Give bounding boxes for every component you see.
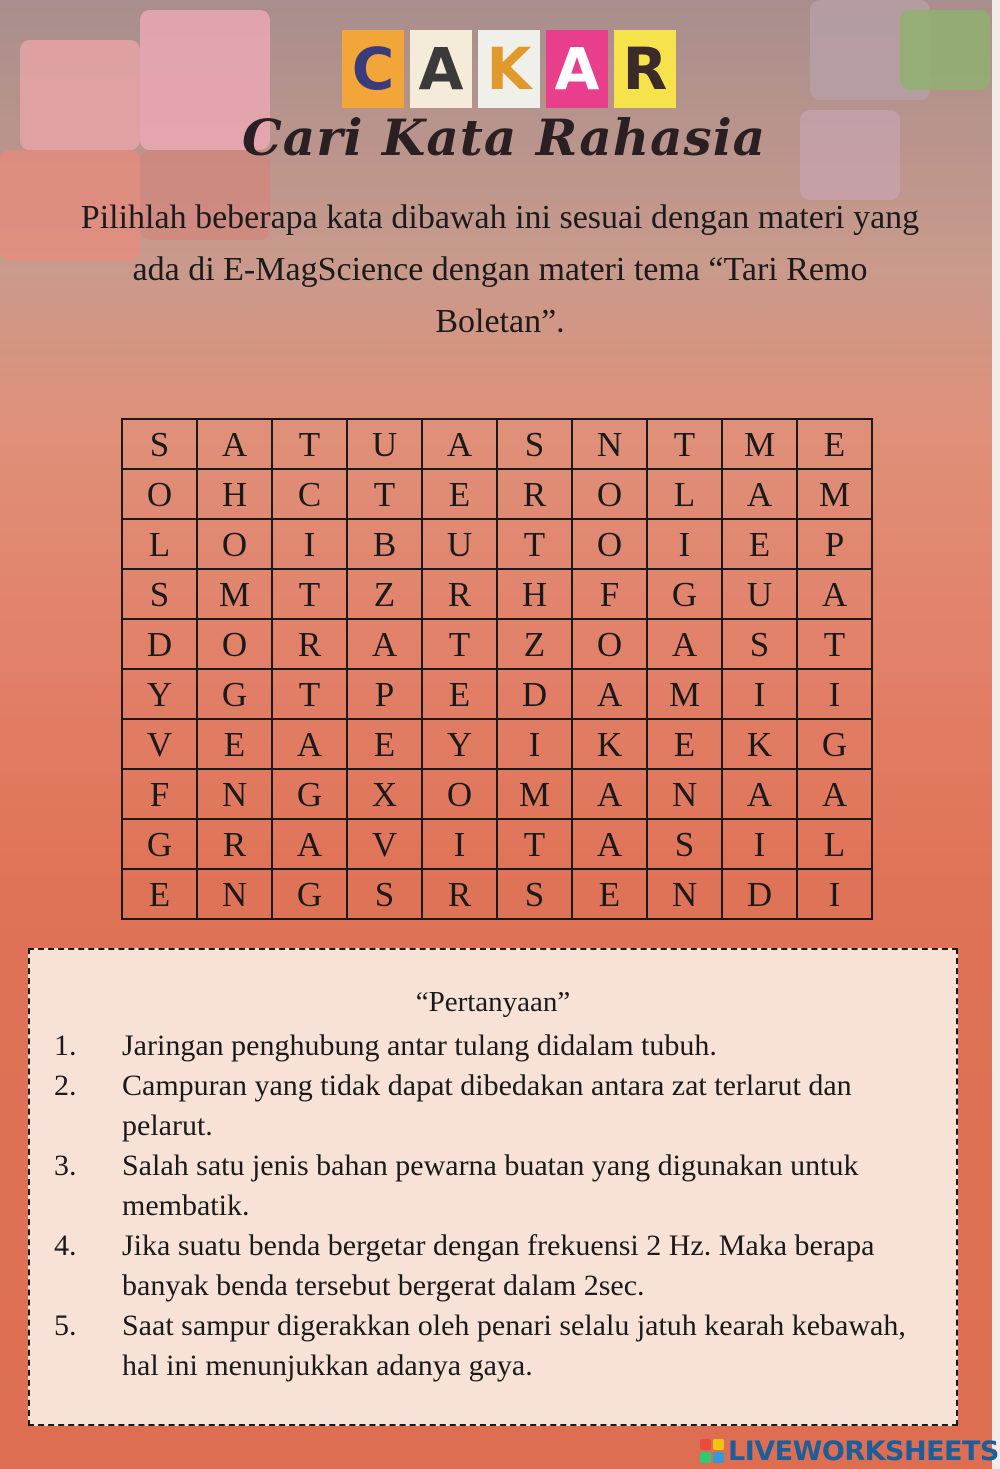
grid-cell[interactable]: A	[647, 619, 722, 669]
question-item	[54, 1146, 934, 1226]
mark-square	[700, 1452, 711, 1463]
grid-row	[122, 869, 872, 919]
logo-letter-tile: C	[342, 30, 404, 108]
grid-cell[interactable]: D	[497, 669, 572, 719]
grid-cell[interactable]: E	[647, 719, 722, 769]
page-edge	[992, 0, 1000, 1469]
grid-cell[interactable]: A	[797, 569, 872, 619]
grid-cell[interactable]: D	[122, 619, 197, 669]
grid-cell[interactable]: O	[422, 769, 497, 819]
grid-cell[interactable]: S	[497, 869, 572, 919]
question-number: 4.	[54, 1229, 77, 1262]
logo-letter-tile: A	[546, 30, 608, 108]
grid-row	[122, 719, 872, 769]
grid-cell[interactable]: R	[272, 619, 347, 669]
grid-cell[interactable]: E	[422, 469, 497, 519]
grid-row	[122, 669, 872, 719]
grid-cell[interactable]: G	[197, 669, 272, 719]
grid-cell[interactable]: T	[422, 619, 497, 669]
grid-cell[interactable]: R	[422, 569, 497, 619]
grid-row	[122, 769, 872, 819]
grid-cell[interactable]: R	[197, 819, 272, 869]
grid-cell[interactable]: S	[722, 619, 797, 669]
question-text: Campuran yang tidak dapat dibedakan antara zat terlarut dan pelarut.	[122, 1069, 852, 1142]
questions-list	[54, 1026, 934, 1386]
grid-cell[interactable]: A	[572, 769, 647, 819]
grid-cell[interactable]: I	[797, 869, 872, 919]
grid-cell[interactable]: M	[197, 569, 272, 619]
grid-cell[interactable]: C	[272, 469, 347, 519]
grid-cell[interactable]: A	[272, 719, 347, 769]
instructions-text: Pilihlah beberapa kata dibawah ini sesuai dengan materi yang ada di E-MagScience dengan materi tema “Tari Remo Boletan”.	[80, 199, 920, 340]
questions-box	[28, 948, 958, 1426]
grid-cell[interactable]: I	[722, 669, 797, 719]
grid-row	[122, 819, 872, 869]
question-number: 2.	[54, 1069, 77, 1102]
mark-square	[700, 1439, 711, 1450]
grid-cell[interactable]: V	[347, 819, 422, 869]
grid-cell[interactable]: S	[122, 419, 197, 469]
grid-cell[interactable]: A	[572, 819, 647, 869]
grid-cell[interactable]: S	[347, 869, 422, 919]
grid-cell[interactable]: T	[797, 619, 872, 669]
question-text: Salah satu jenis bahan pewarna buatan yang digunakan untuk membatik.	[122, 1149, 859, 1222]
grid-cell[interactable]: A	[722, 769, 797, 819]
grid-cell[interactable]: T	[497, 819, 572, 869]
grid-cell[interactable]: N	[647, 869, 722, 919]
question-number: 3.	[54, 1149, 77, 1182]
grid-cell[interactable]: G	[272, 769, 347, 819]
grid-cell[interactable]: I	[797, 669, 872, 719]
grid-cell[interactable]: N	[197, 769, 272, 819]
question-item	[54, 1026, 934, 1066]
grid-cell[interactable]: T	[272, 569, 347, 619]
grid-cell[interactable]: T	[347, 469, 422, 519]
puzzle-piece-decoration	[900, 10, 990, 90]
grid-cell[interactable]: K	[572, 719, 647, 769]
grid-cell[interactable]: S	[647, 819, 722, 869]
grid-cell[interactable]: L	[797, 819, 872, 869]
grid-cell[interactable]: H	[497, 569, 572, 619]
grid-cell[interactable]: U	[722, 569, 797, 619]
grid-cell[interactable]: R	[497, 469, 572, 519]
liveworksheets-logo	[700, 1436, 999, 1466]
logo-letter-tile: K	[478, 30, 540, 108]
grid-cell[interactable]: E	[422, 669, 497, 719]
grid-cell[interactable]: E	[797, 419, 872, 469]
grid-cell[interactable]: T	[272, 419, 347, 469]
grid-cell[interactable]: M	[647, 669, 722, 719]
grid-cell[interactable]: X	[347, 769, 422, 819]
grid-cell[interactable]: N	[647, 769, 722, 819]
grid-cell[interactable]: Z	[347, 569, 422, 619]
grid-cell[interactable]: F	[122, 769, 197, 819]
grid-cell[interactable]: M	[722, 419, 797, 469]
grid-cell[interactable]: P	[347, 669, 422, 719]
grid-cell[interactable]: O	[572, 519, 647, 569]
grid-cell[interactable]: E	[347, 719, 422, 769]
grid-cell[interactable]: K	[722, 719, 797, 769]
question-item	[54, 1306, 934, 1386]
grid-cell[interactable]: U	[347, 419, 422, 469]
grid-cell[interactable]: O	[197, 519, 272, 569]
grid-cell[interactable]: E	[722, 519, 797, 569]
grid-cell[interactable]: I	[647, 519, 722, 569]
grid-cell[interactable]: B	[347, 519, 422, 569]
puzzle-piece-decoration	[800, 110, 900, 200]
question-text: Jaringan penghubung antar tulang didalam tubuh.	[122, 1029, 717, 1062]
grid-cell[interactable]: I	[422, 819, 497, 869]
grid-cell[interactable]: L	[122, 519, 197, 569]
grid-cell[interactable]: F	[572, 569, 647, 619]
grid-cell[interactable]: N	[572, 419, 647, 469]
grid-row	[122, 519, 872, 569]
grid-cell[interactable]: E	[122, 869, 197, 919]
grid-cell[interactable]: L	[647, 469, 722, 519]
puzzle-piece-decoration	[20, 40, 140, 150]
grid-cell[interactable]: A	[572, 669, 647, 719]
grid-cell[interactable]: T	[272, 669, 347, 719]
grid-cell[interactable]: D	[722, 869, 797, 919]
grid-cell[interactable]: H	[197, 469, 272, 519]
mark-square	[713, 1452, 724, 1463]
grid-cell[interactable]: T	[647, 419, 722, 469]
grid-cell[interactable]: E	[197, 719, 272, 769]
question-number: 1.	[54, 1029, 77, 1062]
grid-cell[interactable]: A	[272, 819, 347, 869]
grid-cell[interactable]: O	[122, 469, 197, 519]
question-number: 5.	[54, 1309, 77, 1342]
question-text: Saat sampur digerakkan oleh penari selalu jatuh kearah kebawah, hal ini menunjukkan adanya gaya.	[122, 1309, 906, 1382]
grid-cell[interactable]: U	[422, 519, 497, 569]
grid-row	[122, 569, 872, 619]
grid-cell[interactable]: M	[797, 469, 872, 519]
mark-square	[713, 1439, 724, 1450]
liveworksheets-brand: LIVEWORKSHEETS	[728, 1435, 999, 1467]
title-logo	[342, 8, 682, 108]
grid-row	[122, 469, 872, 519]
grid-cell[interactable]: E	[572, 869, 647, 919]
grid-cell[interactable]: G	[797, 719, 872, 769]
questions-title: “Pertanyaan”	[415, 986, 571, 1018]
grid-cell[interactable]: S	[122, 569, 197, 619]
grid-cell[interactable]: G	[272, 869, 347, 919]
grid-cell[interactable]: Z	[497, 619, 572, 669]
grid-cell[interactable]: A	[797, 769, 872, 819]
grid-cell[interactable]: V	[122, 719, 197, 769]
grid-row	[122, 419, 872, 469]
grid-cell[interactable]: O	[197, 619, 272, 669]
page-subtitle: Cari Kata Rahasia	[242, 108, 767, 167]
grid-cell[interactable]: O	[572, 619, 647, 669]
question-item	[54, 1226, 934, 1306]
grid-cell[interactable]: M	[497, 769, 572, 819]
grid-cell[interactable]: I	[272, 519, 347, 569]
grid-cell[interactable]: Y	[122, 669, 197, 719]
question-item	[54, 1066, 934, 1146]
grid-cell[interactable]: G	[122, 819, 197, 869]
grid-cell[interactable]: P	[797, 519, 872, 569]
question-text: Jika suatu benda bergetar dengan frekuensi 2 Hz. Maka berapa banyak benda tersebut bergerat dalam 2sec.	[122, 1229, 875, 1302]
grid-cell[interactable]: Y	[422, 719, 497, 769]
grid-cell[interactable]: A	[422, 419, 497, 469]
grid-cell[interactable]: A	[197, 419, 272, 469]
grid-cell[interactable]: R	[422, 869, 497, 919]
grid-cell[interactable]: A	[347, 619, 422, 669]
grid-cell[interactable]: N	[197, 869, 272, 919]
grid-cell[interactable]: G	[647, 569, 722, 619]
grid-row	[122, 619, 872, 669]
grid-cell[interactable]: O	[572, 469, 647, 519]
logo-letter-tile: A	[410, 30, 472, 108]
grid-cell[interactable]: S	[497, 419, 572, 469]
logo-letter-tile: R	[614, 30, 676, 108]
grid-cell[interactable]: T	[497, 519, 572, 569]
grid-cell[interactable]: I	[497, 719, 572, 769]
grid-cell[interactable]: A	[722, 469, 797, 519]
grid-cell[interactable]: I	[722, 819, 797, 869]
word-search-grid	[121, 418, 873, 920]
liveworksheets-mark-icon	[700, 1439, 724, 1463]
